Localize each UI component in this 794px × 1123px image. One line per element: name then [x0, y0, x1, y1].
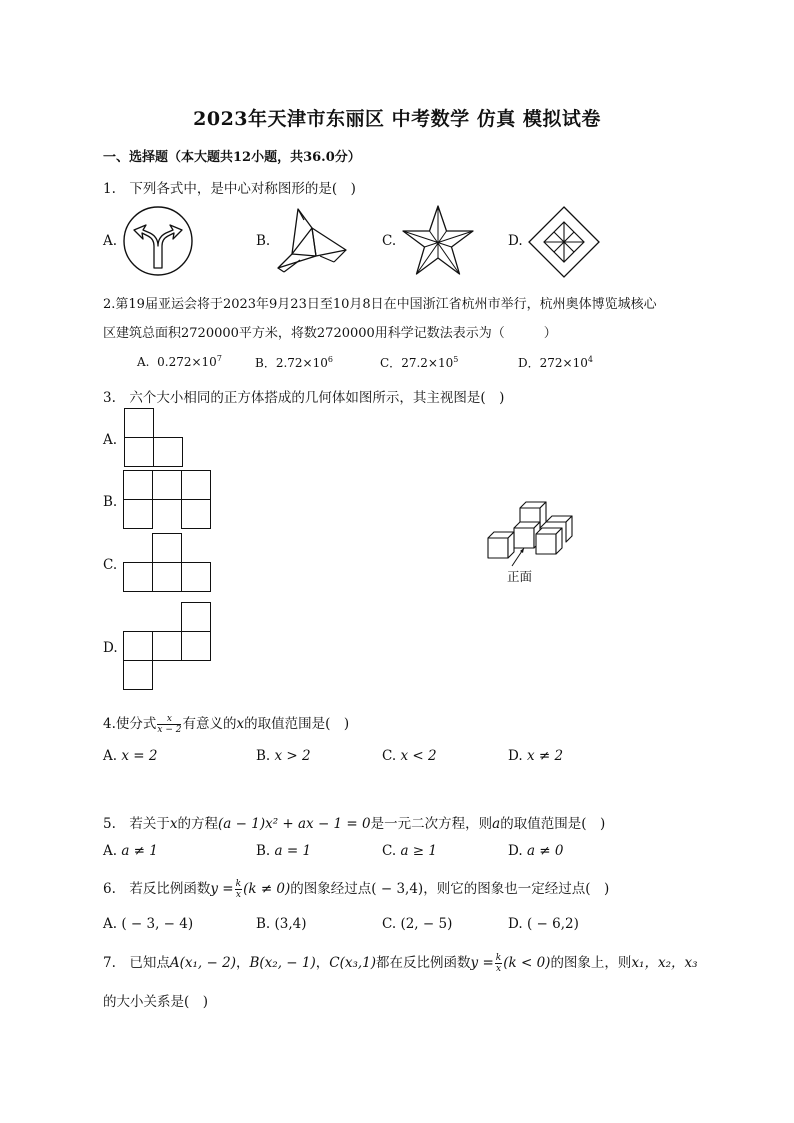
- q3-option-b-label: B.: [103, 494, 118, 510]
- q1-figure-b-pinwheel: [276, 206, 348, 276]
- q3-figure-c-view: [123, 533, 213, 593]
- q2-option-d: D．$272\times 10^4$: [518, 355, 593, 370]
- q1-option-b-label: B.: [256, 233, 271, 249]
- q3-figure-d-view: [123, 602, 213, 692]
- question-7-line-2: 的大小关系是( ): [103, 994, 209, 1010]
- q6-option-d: D. ( − 6,2): [508, 916, 579, 932]
- q3-figure-a-view: [124, 408, 184, 468]
- question-7-line-1: 7. 已知点A(x₁, − 2)，B(x₂, − 1)，C(x₃,1)都在反比例函数y = $\frac{k}{x}$ (k < 0)的图象上，则x₁，x₂，x₃: [103, 953, 698, 974]
- q3-figure-label: 正面: [507, 569, 533, 584]
- q5-option-c: C. a ≥ 1: [382, 843, 437, 859]
- q7-fraction: $\frac{k}{x}$: [495, 953, 502, 974]
- q4-fraction: $\frac{x}{x - 2}$: [157, 714, 182, 735]
- q6-option-b: B. (3,4): [256, 916, 307, 932]
- q3-option-d-label: D.: [103, 640, 118, 656]
- q6-option-c: C. (2, − 5): [382, 916, 453, 932]
- q4-option-b: B. x > 2: [256, 748, 311, 764]
- q1-option-d-label: D.: [508, 233, 523, 249]
- q3-option-c-label: C.: [103, 557, 118, 573]
- section-heading: 一、选择题（本大题共12小题，共36.0分）: [103, 150, 361, 165]
- question-2-line-1: 2.第19届亚运会将于2023年9月23日至10月8日在中国浙江省杭州市举行，杭州奥体博览城核心: [103, 297, 657, 312]
- q4-option-a: A. x = 2: [103, 748, 158, 764]
- q1-figure-c-star: [401, 204, 475, 278]
- q5-option-b: B. a = 1: [256, 843, 312, 859]
- q4-option-d: D. x ≠ 2: [508, 748, 564, 764]
- question-5-stem: 5. 若关于x的方程(a − 1)x² + ax − 1 = 0是一元二次方程，则a的取值范围是( ): [103, 816, 606, 832]
- q1-figure-d-diamond: [528, 206, 600, 278]
- q1-option-c-label: C.: [382, 233, 397, 249]
- question-6-stem: 6. 若反比例函数y = $\frac{k}{x}$ (k ≠ 0)的图象经过点( − 3,4)，则它的图象也一定经过点( ): [103, 879, 610, 900]
- q5-option-a: A. a ≠ 1: [103, 843, 158, 859]
- q6-fraction: $\frac{k}{x}$: [235, 879, 242, 900]
- question-1-stem: 1. 下列各式中，是中心对称图形的是( ): [103, 181, 356, 197]
- q1-option-a-label: A.: [103, 233, 118, 249]
- q2-option-c: C．$27.2\times 10^5$: [380, 355, 459, 370]
- q2-option-b: B．$2.72\times 10^6$: [255, 355, 333, 370]
- question-3-stem: 3. 六个大小相同的正方体搭成的几何体如图所示，其主视图是( ): [103, 390, 505, 406]
- q6-option-a: A. ( − 3, − 4): [103, 916, 194, 932]
- q3-option-a-label: A.: [103, 432, 118, 448]
- q3-solid-figure: [484, 494, 584, 566]
- page-title: 2023年天津市东丽区 中考数学 仿真 模拟试卷: [193, 108, 601, 130]
- q1-figure-a-circle-arrows: [122, 206, 196, 276]
- question-2-line-2: 区建筑总面积2720000平方米，将数2720000用科学记数法表示为（ ）: [103, 326, 557, 341]
- question-4-stem: 4.使分式 $\frac{x}{x - 2}$ 有意义的x的取值范围是( ): [103, 714, 350, 735]
- q5-option-d: D. a ≠ 0: [508, 843, 564, 859]
- q2-option-a: A. $0.272\times 10^7$: [137, 354, 222, 369]
- q3-figure-b-view: [123, 470, 213, 530]
- q4-option-c: C. x < 2: [382, 748, 437, 764]
